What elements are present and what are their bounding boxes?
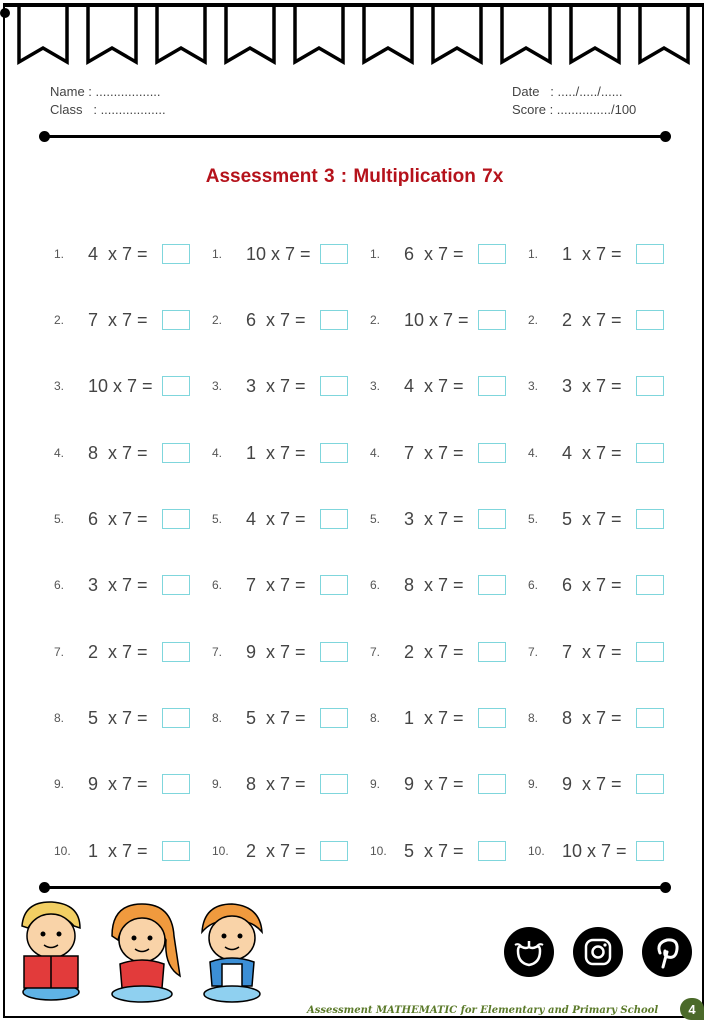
answer-box[interactable] bbox=[478, 841, 506, 861]
problem-number: 6. bbox=[528, 578, 539, 592]
problem-number: 5. bbox=[370, 512, 381, 526]
pinterest-icon[interactable] bbox=[642, 927, 692, 977]
problem-expression: 2 x 7 = bbox=[404, 641, 464, 662]
problem-item bbox=[524, 306, 664, 334]
problem-number: 1. bbox=[212, 247, 223, 261]
problem-number: 9. bbox=[212, 777, 223, 791]
problem-item bbox=[208, 571, 348, 599]
answer-box[interactable] bbox=[478, 443, 506, 463]
problem-item bbox=[208, 770, 348, 798]
problem-expression: 2 x 7 = bbox=[562, 309, 622, 330]
problem-item bbox=[50, 638, 190, 666]
problem-expression: 8 x 7 = bbox=[88, 442, 148, 463]
problem-number: 9. bbox=[54, 777, 65, 791]
answer-box[interactable] bbox=[162, 310, 190, 330]
problem-expression: 5 x 7 = bbox=[562, 508, 622, 529]
answer-box[interactable] bbox=[478, 244, 506, 264]
problem-item bbox=[366, 306, 506, 334]
teacher-apple-icon[interactable] bbox=[504, 927, 554, 977]
answer-box[interactable] bbox=[320, 841, 348, 861]
children-illustration bbox=[14, 896, 274, 1006]
problem-number: 5. bbox=[528, 512, 539, 526]
problem-item bbox=[524, 240, 664, 268]
problem-number: 3. bbox=[528, 379, 539, 393]
answer-box[interactable] bbox=[320, 310, 348, 330]
date-field[interactable]: Date : ...../...../...... bbox=[512, 84, 623, 99]
problem-number: 6. bbox=[212, 578, 223, 592]
instagram-icon[interactable] bbox=[573, 927, 623, 977]
problem-expression: 5 x 7 = bbox=[246, 707, 306, 728]
answer-box[interactable] bbox=[162, 841, 190, 861]
answer-box[interactable] bbox=[636, 244, 664, 264]
problem-expression: 3 x 7 = bbox=[246, 375, 306, 396]
problem-number: 3. bbox=[212, 379, 223, 393]
problem-number: 10. bbox=[528, 844, 545, 858]
problem-number: 2. bbox=[212, 313, 223, 327]
problem-item bbox=[208, 638, 348, 666]
problem-number: 3. bbox=[54, 379, 65, 393]
answer-box[interactable] bbox=[320, 509, 348, 529]
problem-number: 6. bbox=[370, 578, 381, 592]
problem-number: 2. bbox=[528, 313, 539, 327]
problem-expression: 6 x 7 = bbox=[404, 243, 464, 264]
problem-number: 9. bbox=[528, 777, 539, 791]
boy-reading-illustration bbox=[22, 902, 80, 1000]
problem-expression: 4 x 7 = bbox=[88, 243, 148, 264]
problem-item bbox=[208, 505, 348, 533]
answer-box[interactable] bbox=[636, 642, 664, 662]
problem-item bbox=[208, 704, 348, 732]
answer-box[interactable] bbox=[162, 575, 190, 595]
answer-box[interactable] bbox=[478, 509, 506, 529]
problem-item bbox=[366, 240, 506, 268]
problem-item bbox=[50, 306, 190, 334]
problem-item bbox=[366, 638, 506, 666]
problem-item bbox=[208, 372, 348, 400]
problem-expression: 10 x 7 = bbox=[246, 243, 311, 264]
problem-expression: 4 x 7 = bbox=[246, 508, 306, 529]
problem-item bbox=[208, 306, 348, 334]
problem-expression: 1 x 7 = bbox=[404, 707, 464, 728]
problem-item bbox=[366, 770, 506, 798]
problem-expression: 7 x 7 = bbox=[562, 641, 622, 662]
problem-expression: 1 x 7 = bbox=[562, 243, 622, 264]
answer-box[interactable] bbox=[162, 642, 190, 662]
problem-number: 10. bbox=[54, 844, 71, 858]
problem-item bbox=[366, 571, 506, 599]
answer-box[interactable] bbox=[320, 575, 348, 595]
answer-box[interactable] bbox=[320, 376, 348, 396]
problem-number: 8. bbox=[54, 711, 65, 725]
problem-number: 6. bbox=[54, 578, 65, 592]
answer-box[interactable] bbox=[162, 376, 190, 396]
page-title: Assessment 3 : Multiplication 7x bbox=[205, 166, 504, 187]
problem-expression: 8 x 7 = bbox=[246, 773, 306, 794]
problem-expression: 8 x 7 = bbox=[404, 574, 464, 595]
problem-item bbox=[208, 439, 348, 467]
date-score-info bbox=[512, 83, 636, 119]
answer-box[interactable] bbox=[320, 708, 348, 728]
problem-expression: 9 x 7 = bbox=[88, 773, 148, 794]
problem-expression: 4 x 7 = bbox=[562, 442, 622, 463]
problem-item bbox=[50, 770, 190, 798]
problem-item bbox=[524, 571, 664, 599]
answer-box[interactable] bbox=[636, 841, 664, 861]
problem-expression: 4 x 7 = bbox=[404, 375, 464, 396]
problem-item bbox=[50, 704, 190, 732]
problem-item bbox=[50, 837, 190, 865]
problem-item bbox=[50, 571, 190, 599]
student-info bbox=[50, 83, 166, 119]
class-field[interactable]: Class : .................. bbox=[50, 102, 166, 117]
name-field[interactable]: Name : .................. bbox=[50, 84, 161, 99]
problem-expression: 7 x 7 = bbox=[246, 574, 306, 595]
problem-item bbox=[524, 505, 664, 533]
problem-expression: 1 x 7 = bbox=[246, 442, 306, 463]
boy-writing-illustration bbox=[202, 904, 262, 1002]
problem-number: 4. bbox=[528, 446, 539, 460]
answer-box[interactable] bbox=[162, 509, 190, 529]
answer-box[interactable] bbox=[478, 310, 506, 330]
problem-number: 10. bbox=[212, 844, 229, 858]
problem-item bbox=[208, 240, 348, 268]
footer-text: Assessment MATHEMATIC for Elementary and Primary School bbox=[307, 1005, 659, 1016]
problem-number: 1. bbox=[370, 247, 381, 261]
problem-expression: 9 x 7 = bbox=[562, 773, 622, 794]
answer-box[interactable] bbox=[162, 774, 190, 794]
problem-expression: 6 x 7 = bbox=[88, 508, 148, 529]
answer-box[interactable] bbox=[636, 376, 664, 396]
problem-item bbox=[524, 837, 664, 865]
answer-box[interactable] bbox=[636, 708, 664, 728]
answer-box[interactable] bbox=[320, 774, 348, 794]
problem-number: 2. bbox=[370, 313, 381, 327]
answer-box[interactable] bbox=[636, 443, 664, 463]
problem-number: 4. bbox=[212, 446, 223, 460]
problem-number: 8. bbox=[370, 711, 381, 725]
problem-expression: 2 x 7 = bbox=[246, 840, 306, 861]
problem-expression: 9 x 7 = bbox=[246, 641, 306, 662]
answer-box[interactable] bbox=[478, 376, 506, 396]
answer-box[interactable] bbox=[636, 509, 664, 529]
bottom-divider bbox=[44, 886, 666, 889]
problem-item bbox=[50, 505, 190, 533]
problem-expression: 6 x 7 = bbox=[562, 574, 622, 595]
problem-expression: 1 x 7 = bbox=[88, 840, 148, 861]
answer-box[interactable] bbox=[162, 443, 190, 463]
problem-item bbox=[524, 439, 664, 467]
problem-number: 4. bbox=[370, 446, 381, 460]
problem-expression: 3 x 7 = bbox=[404, 508, 464, 529]
problem-number: 1. bbox=[54, 247, 65, 261]
top-divider bbox=[44, 135, 666, 138]
answer-box[interactable] bbox=[478, 642, 506, 662]
problem-item bbox=[524, 704, 664, 732]
problem-number: 5. bbox=[212, 512, 223, 526]
problem-number: 8. bbox=[528, 711, 539, 725]
problem-item bbox=[524, 770, 664, 798]
problem-expression: 9 x 7 = bbox=[404, 773, 464, 794]
problem-item bbox=[366, 704, 506, 732]
problem-expression: 7 x 7 = bbox=[88, 309, 148, 330]
problem-item bbox=[366, 439, 506, 467]
answer-box[interactable] bbox=[162, 708, 190, 728]
answer-box[interactable] bbox=[478, 774, 506, 794]
problem-item bbox=[524, 372, 664, 400]
problem-expression: 3 x 7 = bbox=[562, 375, 622, 396]
problem-item bbox=[366, 505, 506, 533]
problem-number: 8. bbox=[212, 711, 223, 725]
problem-expression: 10 x 7 = bbox=[88, 375, 153, 396]
problem-number: 7. bbox=[54, 645, 65, 659]
problem-number: 9. bbox=[370, 777, 381, 791]
problem-number: 1. bbox=[528, 247, 539, 261]
problem-number: 7. bbox=[212, 645, 223, 659]
problem-number: 5. bbox=[54, 512, 65, 526]
problem-expression: 8 x 7 = bbox=[562, 707, 622, 728]
page-number-badge: 4 bbox=[680, 998, 704, 1020]
problem-expression: 5 x 7 = bbox=[88, 707, 148, 728]
problem-number: 2. bbox=[54, 313, 65, 327]
problem-item bbox=[50, 439, 190, 467]
answer-box[interactable] bbox=[320, 443, 348, 463]
answer-box[interactable] bbox=[162, 244, 190, 264]
answer-box[interactable] bbox=[636, 774, 664, 794]
problem-expression: 7 x 7 = bbox=[404, 442, 464, 463]
problem-expression: 6 x 7 = bbox=[246, 309, 306, 330]
problem-number: 10. bbox=[370, 844, 387, 858]
answer-box[interactable] bbox=[636, 575, 664, 595]
problem-item bbox=[524, 638, 664, 666]
bunting-banner bbox=[14, 4, 704, 66]
answer-box[interactable] bbox=[320, 642, 348, 662]
problem-number: 7. bbox=[528, 645, 539, 659]
problem-expression: 5 x 7 = bbox=[404, 840, 464, 861]
problem-expression: 10 x 7 = bbox=[562, 840, 627, 861]
problem-item bbox=[50, 240, 190, 268]
problem-item bbox=[50, 372, 190, 400]
answer-box[interactable] bbox=[320, 244, 348, 264]
problem-item bbox=[208, 837, 348, 865]
problem-item bbox=[366, 372, 506, 400]
problem-item bbox=[366, 837, 506, 865]
problem-number: 7. bbox=[370, 645, 381, 659]
answer-box[interactable] bbox=[478, 575, 506, 595]
problem-number: 4. bbox=[54, 446, 65, 460]
answer-box[interactable] bbox=[636, 310, 664, 330]
problem-expression: 3 x 7 = bbox=[88, 574, 148, 595]
problem-number: 3. bbox=[370, 379, 381, 393]
answer-box[interactable] bbox=[478, 708, 506, 728]
problem-expression: 2 x 7 = bbox=[88, 641, 148, 662]
corner-pin bbox=[0, 8, 10, 18]
problem-expression: 10 x 7 = bbox=[404, 309, 469, 330]
score-field[interactable]: Score : .............../100 bbox=[512, 102, 637, 117]
girl-thinking-illustration bbox=[112, 904, 180, 1002]
